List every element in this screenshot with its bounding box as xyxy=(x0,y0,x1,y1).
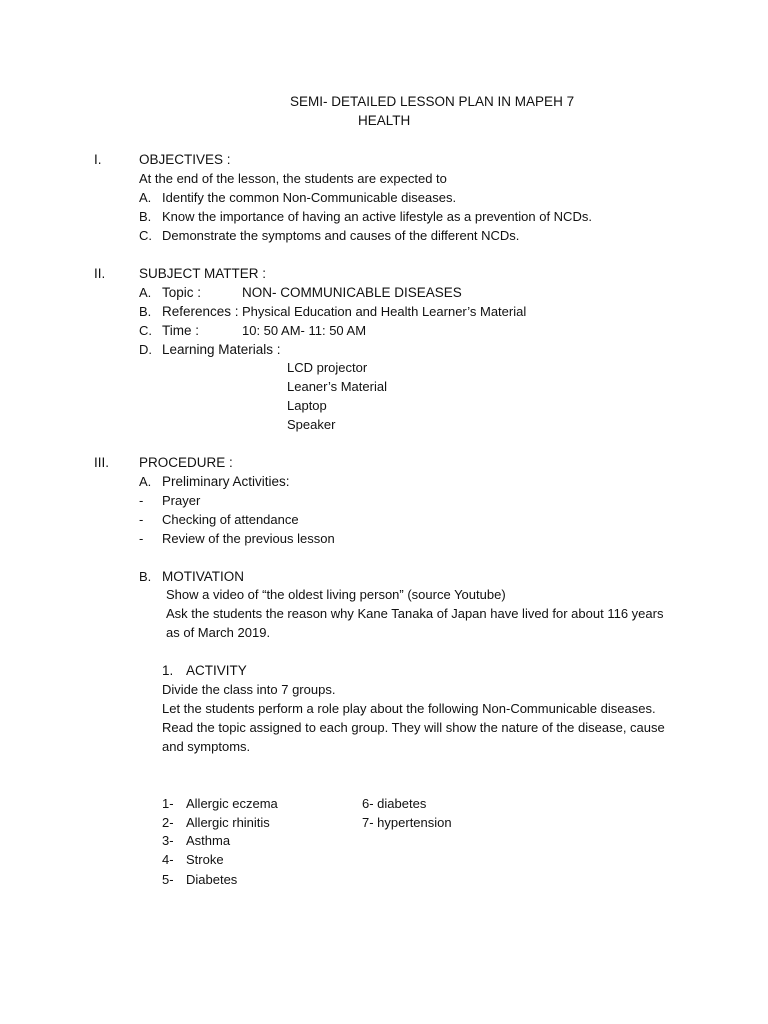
preliminary-label: Preliminary Activities: xyxy=(162,474,290,489)
procedure-heading: PROCEDURE : xyxy=(139,455,233,470)
time-letter: C. xyxy=(139,323,152,338)
disease-item: Allergic eczema xyxy=(186,796,278,811)
references-letter: B. xyxy=(139,304,152,319)
document-title: SEMI- DETAILED LESSON PLAN IN MAPEH 7 xyxy=(290,94,575,109)
motivation-line: Show a video of “the oldest living person” (source Youtube) xyxy=(166,587,506,602)
disease-item: Diabetes xyxy=(186,872,238,887)
materials-letter: D. xyxy=(139,342,152,357)
objective-letter: B. xyxy=(139,209,152,224)
material-item: Leaner’s Material xyxy=(287,379,387,394)
motivation-line: as of March 2019. xyxy=(166,625,271,640)
dash-bullet: - xyxy=(139,531,144,546)
preliminary-letter: A. xyxy=(139,474,152,489)
disease-number: 2- xyxy=(162,815,174,830)
time-value: 10: 50 AM- 11: 50 AM xyxy=(242,323,367,338)
document-subtitle: HEALTH xyxy=(358,113,411,128)
time-label: Time : xyxy=(162,323,199,338)
activity-line: Read the topic assigned to each group. They will show the nature of the disease, cause xyxy=(162,720,665,735)
objective-letter: C. xyxy=(139,228,152,243)
material-item: Speaker xyxy=(287,417,336,432)
activity-line: Let the students perform a role play about the following Non-Communicable diseases. xyxy=(162,701,656,716)
disease-number: 1- xyxy=(162,796,174,811)
disease-number: 4- xyxy=(162,852,174,867)
activity-line: Divide the class into 7 groups. xyxy=(162,682,336,697)
disease-item: Stroke xyxy=(186,852,224,867)
activity-label: ACTIVITY xyxy=(186,663,247,678)
dash-bullet: - xyxy=(139,493,144,508)
dash-bullet: - xyxy=(139,512,144,527)
topic-value: NON- COMMUNICABLE DISEASES xyxy=(242,285,462,300)
disease-item-right: 7- hypertension xyxy=(362,815,452,830)
activity-line: and symptoms. xyxy=(162,739,251,754)
disease-item-right: 6- diabetes xyxy=(362,796,427,811)
material-item: Laptop xyxy=(287,398,327,413)
disease-number: 3- xyxy=(162,833,174,848)
section-numeral-subject-matter: II. xyxy=(94,266,106,281)
section-numeral-objectives: I. xyxy=(94,152,102,167)
references-value: Physical Education and Health Learner’s Material xyxy=(242,304,527,319)
preliminary-item: Checking of attendance xyxy=(162,512,299,527)
preliminary-item: Review of the previous lesson xyxy=(162,531,335,546)
disease-item: Allergic rhinitis xyxy=(186,815,270,830)
preliminary-item: Prayer xyxy=(162,493,201,508)
motivation-letter: B. xyxy=(139,569,152,584)
topic-label: Topic : xyxy=(162,285,202,300)
objectives-heading: OBJECTIVES : xyxy=(139,152,231,167)
motivation-label: MOTIVATION xyxy=(162,569,244,584)
subject-matter-heading: SUBJECT MATTER : xyxy=(139,266,267,281)
section-numeral-procedure: III. xyxy=(94,455,110,470)
material-item: LCD projector xyxy=(287,360,368,375)
objectives-intro: At the end of the lesson, the students are expected to xyxy=(139,171,447,186)
disease-number: 5- xyxy=(162,872,174,887)
objective-item: Identify the common Non-Communicable diseases. xyxy=(162,190,457,205)
objective-item: Demonstrate the symptoms and causes of the different NCDs. xyxy=(162,228,520,243)
references-label: References : xyxy=(162,304,239,319)
objective-item: Know the importance of having an active lifestyle as a prevention of NCDs. xyxy=(162,209,592,224)
materials-label: Learning Materials : xyxy=(162,342,281,357)
motivation-line: Ask the students the reason why Kane Tanaka of Japan have lived for about 116 years xyxy=(166,606,664,621)
objective-letter: A. xyxy=(139,190,152,205)
activity-number: 1. xyxy=(162,663,174,678)
topic-letter: A. xyxy=(139,285,152,300)
disease-item: Asthma xyxy=(186,833,231,848)
